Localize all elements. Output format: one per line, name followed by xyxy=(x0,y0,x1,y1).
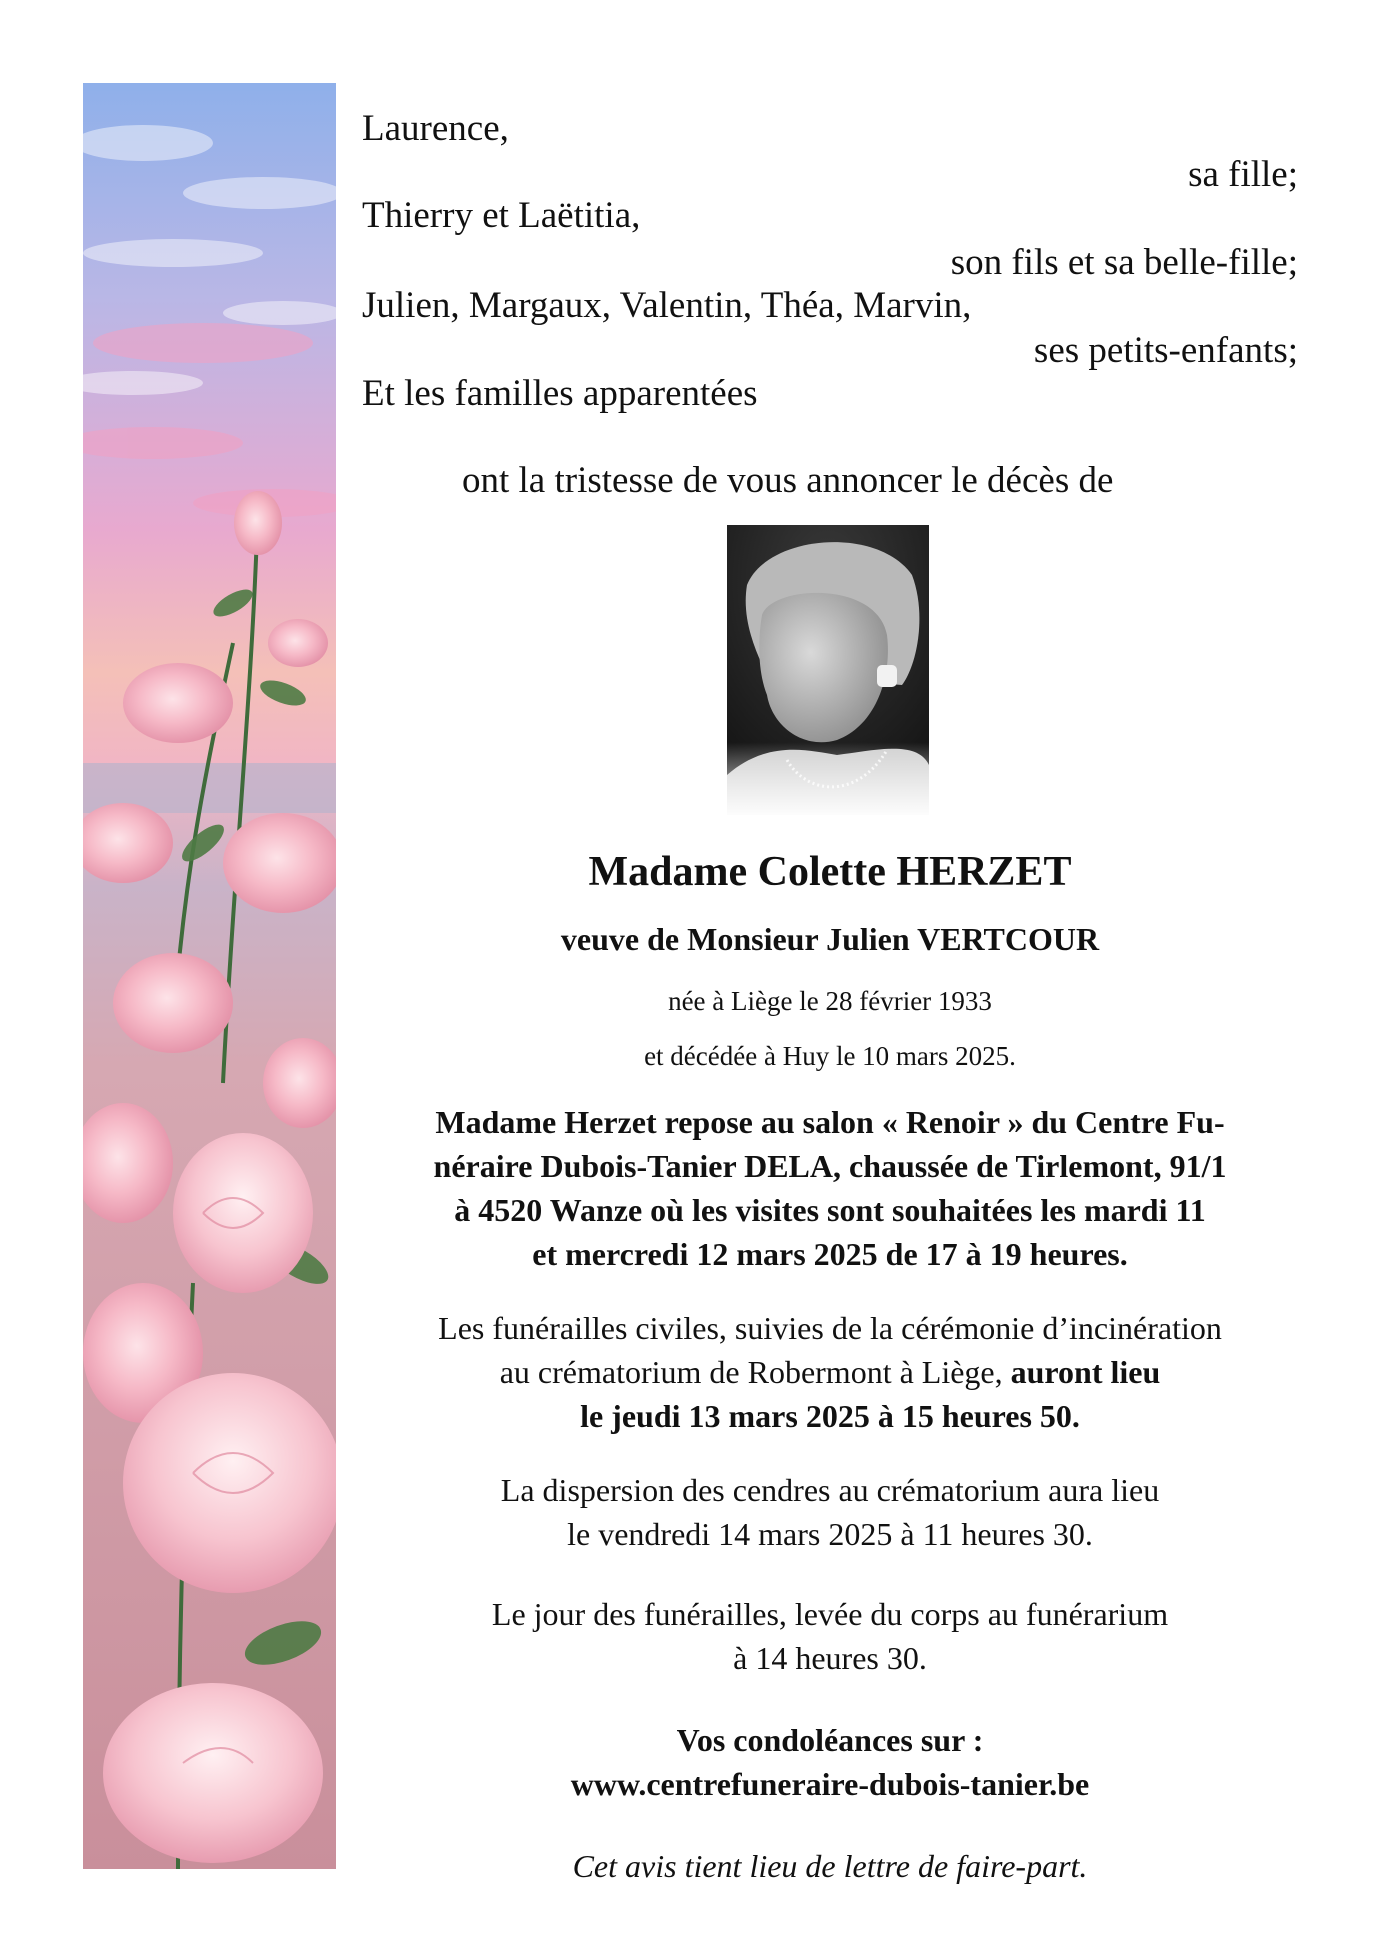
portrait-photo-icon xyxy=(727,525,929,815)
condolences-label: Vos condoléances sur : xyxy=(676,1722,984,1758)
footer-note: Cet avis tient lieu de lettre de faire-part. xyxy=(572,1848,1088,1884)
roses-illustration xyxy=(83,83,336,1869)
levee-line1: Le jour des funérailles, levée du corps au funérarium xyxy=(491,1596,1169,1632)
widow-of: veuve de Monsieur Julien VERTCOUR xyxy=(560,921,1100,957)
funeral-line3: le jeudi 13 mars 2025 à 15 heures 50. xyxy=(580,1398,1080,1434)
portrait-photo xyxy=(727,525,929,815)
birth-info: née à Liège le 28 février 1933 xyxy=(668,986,992,1016)
roses-side-image xyxy=(83,83,336,1869)
family-line4-name: Et les familles apparentées xyxy=(362,373,758,414)
funeral-line2-regular: au crématorium de Robermont à Liège, xyxy=(499,1354,1011,1390)
funeral-line2 xyxy=(362,1352,1298,1392)
family-line3-relation: ses petits-enfants; xyxy=(1033,330,1298,371)
visits-line3: à 4520 Wanze où les visites sont souhaitées les mardi 11 xyxy=(454,1192,1206,1228)
family-line1-relation: sa fille; xyxy=(1188,154,1298,195)
family-line3-name: Julien, Margaux, Valentin, Théa, Marvin, xyxy=(362,285,972,326)
family-line2-name: Thierry et Laëtitia, xyxy=(362,195,641,236)
visits-line1: Madame Herzet repose au salon « Renoir » du Centre Fu- xyxy=(435,1104,1225,1140)
announcement: ont la tristesse de vous annoncer le décès de xyxy=(462,460,1114,501)
funeral-line1: Les funérailles civiles, suivies de la cérémonie d’incinération xyxy=(438,1310,1222,1346)
dispersion-line2: le vendredi 14 mars 2025 à 11 heures 30. xyxy=(567,1516,1093,1552)
visits-line4: et mercredi 12 mars 2025 de 17 à 19 heures. xyxy=(532,1236,1128,1272)
visits-line2: néraire Dubois-Tanier DELA, chaussée de Tirlemont, 91/1 xyxy=(433,1148,1227,1184)
death-info: et décédée à Huy le 10 mars 2025. xyxy=(644,1041,1016,1071)
dispersion-line1: La dispersion des cendres au crématorium aura lieu xyxy=(500,1472,1160,1508)
family-line1-name: Laurence, xyxy=(362,108,509,149)
condolences-url[interactable]: www.centrefuneraire-dubois-tanier.be xyxy=(570,1766,1090,1802)
deceased-name: Madame Colette HERZET xyxy=(588,849,1072,895)
funeral-line2-bold: auront lieu xyxy=(1010,1354,1161,1390)
levee-line2: à 14 heures 30. xyxy=(733,1640,927,1676)
notice-content xyxy=(362,0,1298,1949)
family-line2-relation: son fils et sa belle-fille; xyxy=(950,242,1298,283)
